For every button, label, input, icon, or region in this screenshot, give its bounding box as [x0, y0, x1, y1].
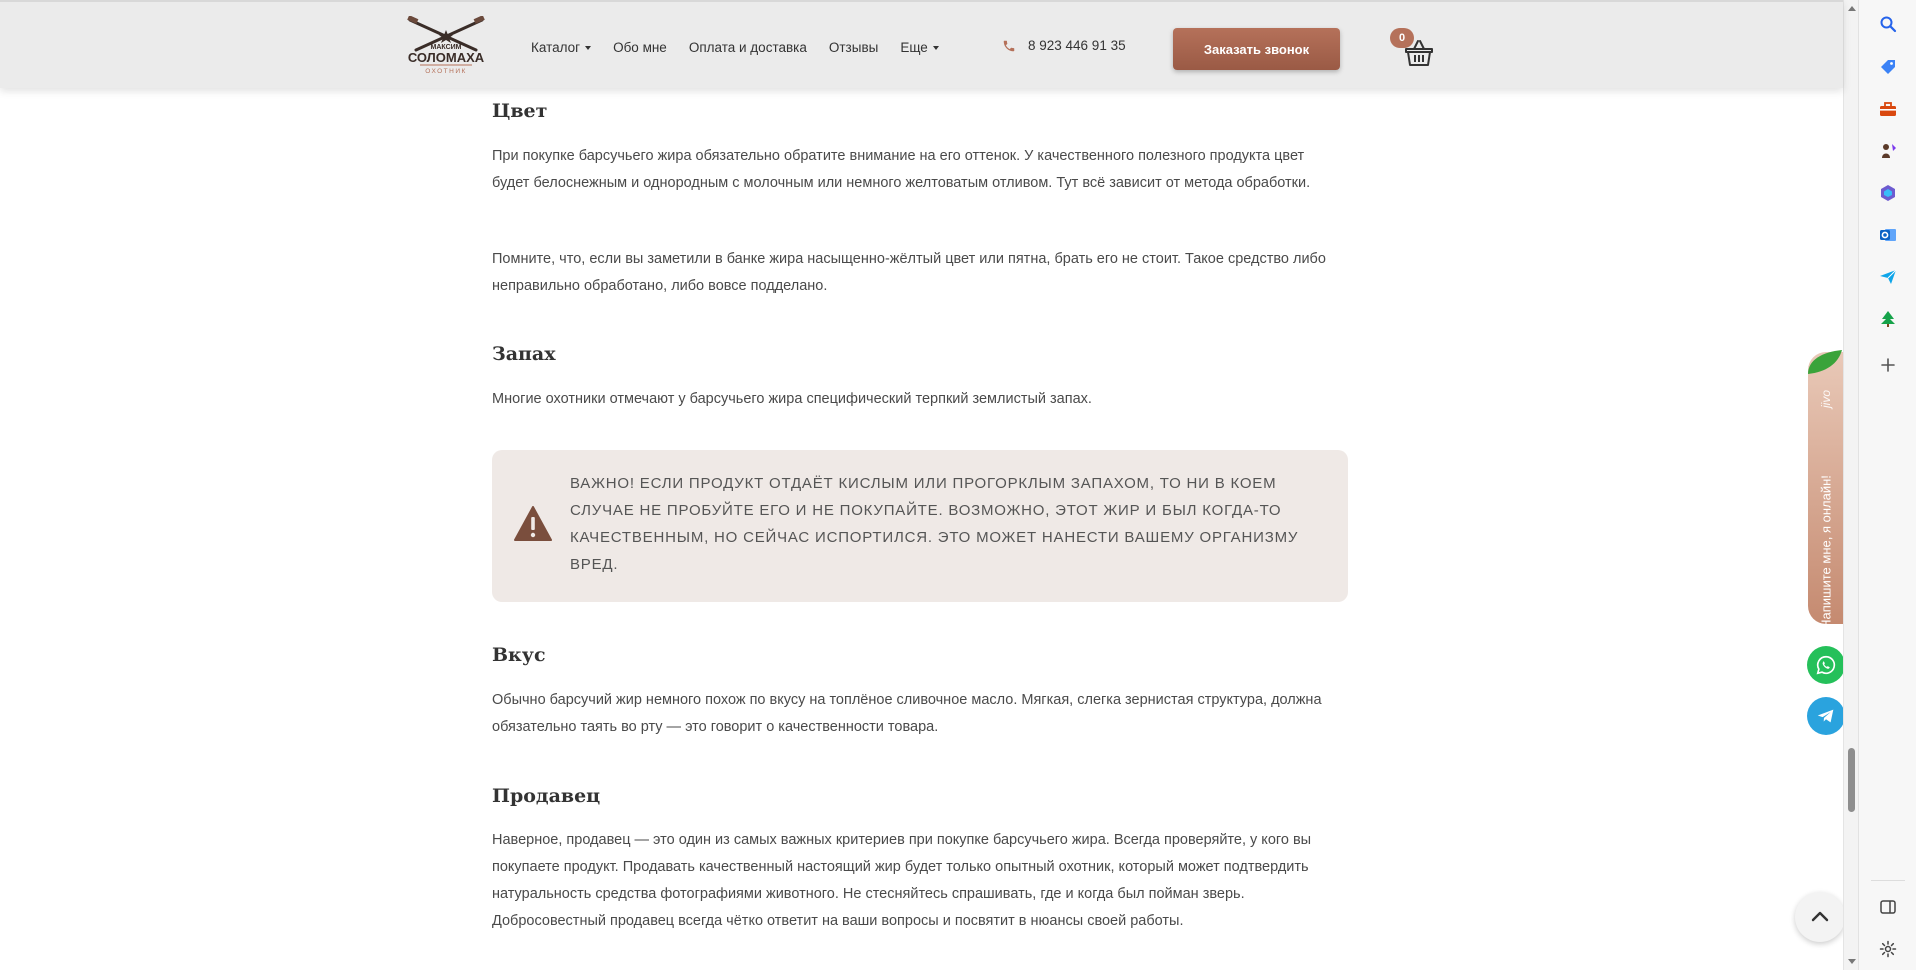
- nav-payment-delivery[interactable]: Оплата и доставка: [688, 40, 807, 55]
- main-nav: [531, 40, 961, 55]
- split-view-icon[interactable]: [1878, 897, 1898, 917]
- nav-about[interactable]: Обо мне: [613, 40, 667, 55]
- paragraph-smell-1: Многие охотники отмечают у барсучьего жира специфический терпкий землистый запах.: [492, 391, 1092, 407]
- logo-top-text: МАКСИМ: [430, 44, 462, 51]
- chevron-down-icon: [933, 46, 939, 50]
- warning-box: [492, 450, 1348, 602]
- chat-widget-tab[interactable]: [1808, 352, 1844, 629]
- site-logo[interactable]: [406, 16, 486, 78]
- telegram-icon: [1815, 705, 1837, 727]
- jivo-logo: jivo: [1819, 389, 1833, 409]
- basket-icon: [1404, 38, 1434, 68]
- paragraph-color-2: Помните, что, если вы заметили в банке жира насыщенно-жёлтый цвет или пятна, брать его не стоит. Такое средство либо неправильно обработано, либо вовсе подделано.: [492, 251, 1326, 294]
- copilot-icon[interactable]: [1878, 183, 1898, 203]
- nav-reviews[interactable]: Отзывы: [828, 40, 879, 55]
- phone-number: 8 923 446 91 35: [1028, 38, 1126, 53]
- logo-name: СОЛОМАХА: [407, 50, 485, 65]
- warning-text: ВАЖНО! ЕСЛИ ПРОДУКТ ОТДАЁТ КИСЛЫМ ИЛИ ПРОГОРКЛЫМ ЗАПАХОМ, ТО НИ В КОЕМ СЛУЧАЕ НЕ ПРОБУЙТЕ ЕГО И НЕ ПОКУПАЙТЕ. ВОЗМОЖНО, ЭТОТ ЖИР И БЫЛ КОГДА-ТО КАЧЕСТВЕННЫМ, НО СЕЙЧАС ИСПОРТИЛСЯ. ЭТО МОЖЕТ НАНЕСТИ ВАШЕМУ ОРГАНИЗМУ ВРЕД.: [570, 475, 1299, 573]
- outlook-icon[interactable]: [1878, 225, 1898, 245]
- send-icon[interactable]: [1878, 267, 1898, 287]
- plus-icon[interactable]: [1878, 355, 1898, 375]
- section-heading-taste: Вкус: [492, 644, 546, 666]
- chevron-up-icon: [1810, 907, 1830, 927]
- section-heading-color: Цвет: [492, 100, 548, 122]
- site-header: [0, 0, 1843, 88]
- chat-widget-label: Напишите мне, я онлайн!: [1818, 475, 1834, 629]
- leaf-icon: [1808, 350, 1844, 374]
- sidebar-divider: [1871, 880, 1905, 881]
- logo-subtitle: ОХОТНИК: [425, 68, 467, 75]
- page-scrollbar[interactable]: [1843, 0, 1858, 970]
- paragraph-color-1: При покупке барсучьего жира обязательно обратите внимание на его оттенок. У качественного полезного продукта цвет будет белоснежным и однородным с молочным или немного желтоватым отливом. Тут всё зависит от метода обработки.: [492, 148, 1311, 191]
- whatsapp-icon: [1815, 654, 1837, 676]
- browser-sidebar: [1858, 0, 1916, 970]
- nav-more[interactable]: Еще: [900, 40, 938, 55]
- search-icon[interactable]: [1878, 14, 1898, 34]
- paragraph-taste-1: Обычно барсучий жир немного похож по вкусу на топлёное сливочное масло. Мягкая, слегка зернистая структура, должна обязательно таять во рту — это говорит о качественности товара.: [492, 692, 1322, 735]
- whatsapp-button[interactable]: [1807, 646, 1845, 684]
- tree-icon[interactable]: [1878, 309, 1898, 329]
- settings-icon[interactable]: [1878, 939, 1898, 959]
- section-heading-seller: Продавец: [492, 785, 601, 807]
- chess-icon[interactable]: [1878, 141, 1898, 161]
- scroll-up-arrow[interactable]: [1848, 6, 1856, 11]
- scroll-to-top-button[interactable]: [1795, 892, 1845, 942]
- telegram-button[interactable]: [1807, 697, 1845, 735]
- chevron-down-icon: [585, 46, 591, 50]
- toolbox-icon[interactable]: [1878, 99, 1898, 119]
- section-heading-smell: Запах: [492, 343, 556, 365]
- cart-count-badge: 0: [1390, 28, 1414, 48]
- paragraph-seller-1: Наверное, продавец — это один из самых важных критериев при покупке барсучьего жира. Всегда проверяйте, у кого вы покупаете продукт. Продавать качественный настоящий жир будет только опытный охотник, который может подтвердить натуральность средства фотографиями животного. Не стесняйтесь спрашивать, где и когда был пойман зверь. Добросовестный продавец всегда чётко ответит на ваши вопросы и посвятит в нюансы своей работы.: [492, 832, 1312, 929]
- phone-icon: [1002, 39, 1016, 53]
- order-call-button[interactable]: Заказать звонок: [1173, 28, 1340, 70]
- cart-button[interactable]: [1390, 28, 1438, 74]
- scrollbar-thumb[interactable]: [1848, 748, 1855, 812]
- warning-icon: [514, 506, 552, 542]
- scroll-down-arrow[interactable]: [1848, 959, 1856, 964]
- nav-catalog[interactable]: Каталог: [531, 40, 591, 55]
- tag-icon[interactable]: [1878, 57, 1898, 77]
- phone-link[interactable]: [1002, 38, 1126, 53]
